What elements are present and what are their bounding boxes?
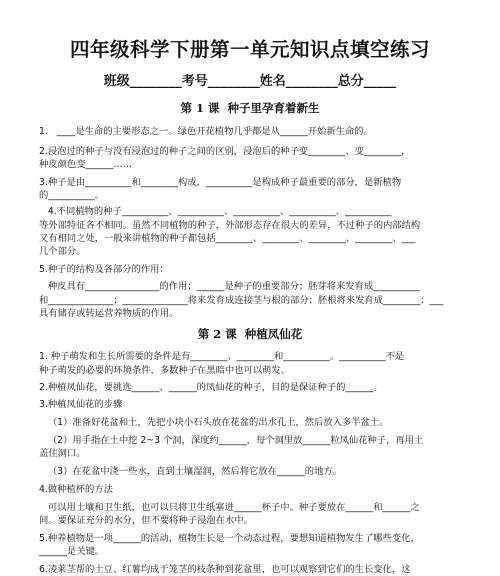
question-line: 5.种养植物是一项______的活动，植物生长是一个动态过程，要想知道植物发生了哪些变化，: [39, 533, 420, 544]
question-line: 种皮具有________________的作用；______是种子的重要部分；胚芽将来发育成__________: [39, 281, 420, 292]
question-line: 间。要保证充分的水分，但不要将种子浸泡在水中。: [39, 515, 253, 526]
question-line: （1）准备好花盆和土，先把小块小石头放在花盆的出水孔上，然后放入多半盆土。: [39, 417, 389, 428]
question-line: 几个部分。: [39, 246, 86, 257]
question-line: 1. ____是生命的主要形态之一。绿色开花植物几乎都是从______开始新生命的。: [39, 126, 373, 137]
question-line: 的__________。: [39, 190, 105, 201]
lesson-heading: 第 1 课 种子里孕育着新生: [180, 101, 320, 115]
question-line: 种子萌发的必要的环境条件，多数种子在黑暗中也可以萌发。: [39, 365, 291, 376]
question-line: 又有相同之处，一般来讲植物的种子都包括________、________、________、________、___: [39, 233, 416, 244]
document-title: 四年级科学下册第一单元知识点填空练习: [69, 38, 430, 61]
lesson-heading: 第 2 课 种植凤仙花: [197, 327, 303, 341]
question-line: 2.浸泡过的种子与没有浸泡过的种子之间的区别，浸泡后的种子变________、变________，: [39, 146, 411, 157]
student-info-line: 班级________考号________姓名________总分_____: [103, 74, 397, 89]
question-line: （2）用手指在土中挖 2~3 个洞，深度约______，每个洞里放______粒凤仙花种子，再用土: [39, 435, 424, 446]
question-line: 和______________；______________将来发育成连接茎与根的部分；胚根将来发育成________；___: [39, 295, 444, 306]
question-line: 4.做种植杯的方法: [39, 484, 113, 495]
question-line: 5.种子的结构及各部分的作用：: [39, 264, 169, 275]
question-line: 具有储存或转运营养物质的作用。: [39, 308, 179, 319]
question-line: ______是关键。: [39, 546, 105, 557]
question-line: 等外部特征各不相同。虽然不同植物的种子，外部形态存在很大的差异，不过种子的内部结构: [39, 220, 421, 231]
question-line: 可以用土壤和卫生纸，也可以只将卫生纸塞进______杯子中。种子要放在______和______之: [39, 502, 420, 513]
question-line: 4.不同植物的种子__________、__________、__________、__________、__________: [39, 206, 392, 217]
question-line: 3.种子是由__________和________构成，__________是构成种子最重要的部分，是新植物: [39, 177, 402, 188]
question-line: （3）在花盆中浇一些水，直到土壤湿润，然后将它放在______的地方。: [39, 466, 342, 477]
question-line: 2.种植凤仙花，要挑选______、______的凤仙花的种子，目的是保证种子的______。: [39, 382, 383, 393]
question-line: 盖住洞口。: [39, 448, 86, 459]
question-line: 种皮颜色变______……: [39, 159, 132, 170]
question-line: 3.种植凤仙花的步骤: [39, 399, 123, 410]
question-line: 6.凌莱茎帮的土豆、红薯均成于笼茎的枝条种到花盆里，也可以观察到它们的生长变化，这: [39, 564, 411, 575]
question-line: 1. 种子萌发和生长所需要的条件是有________、________和__________。__________不是: [39, 351, 405, 362]
